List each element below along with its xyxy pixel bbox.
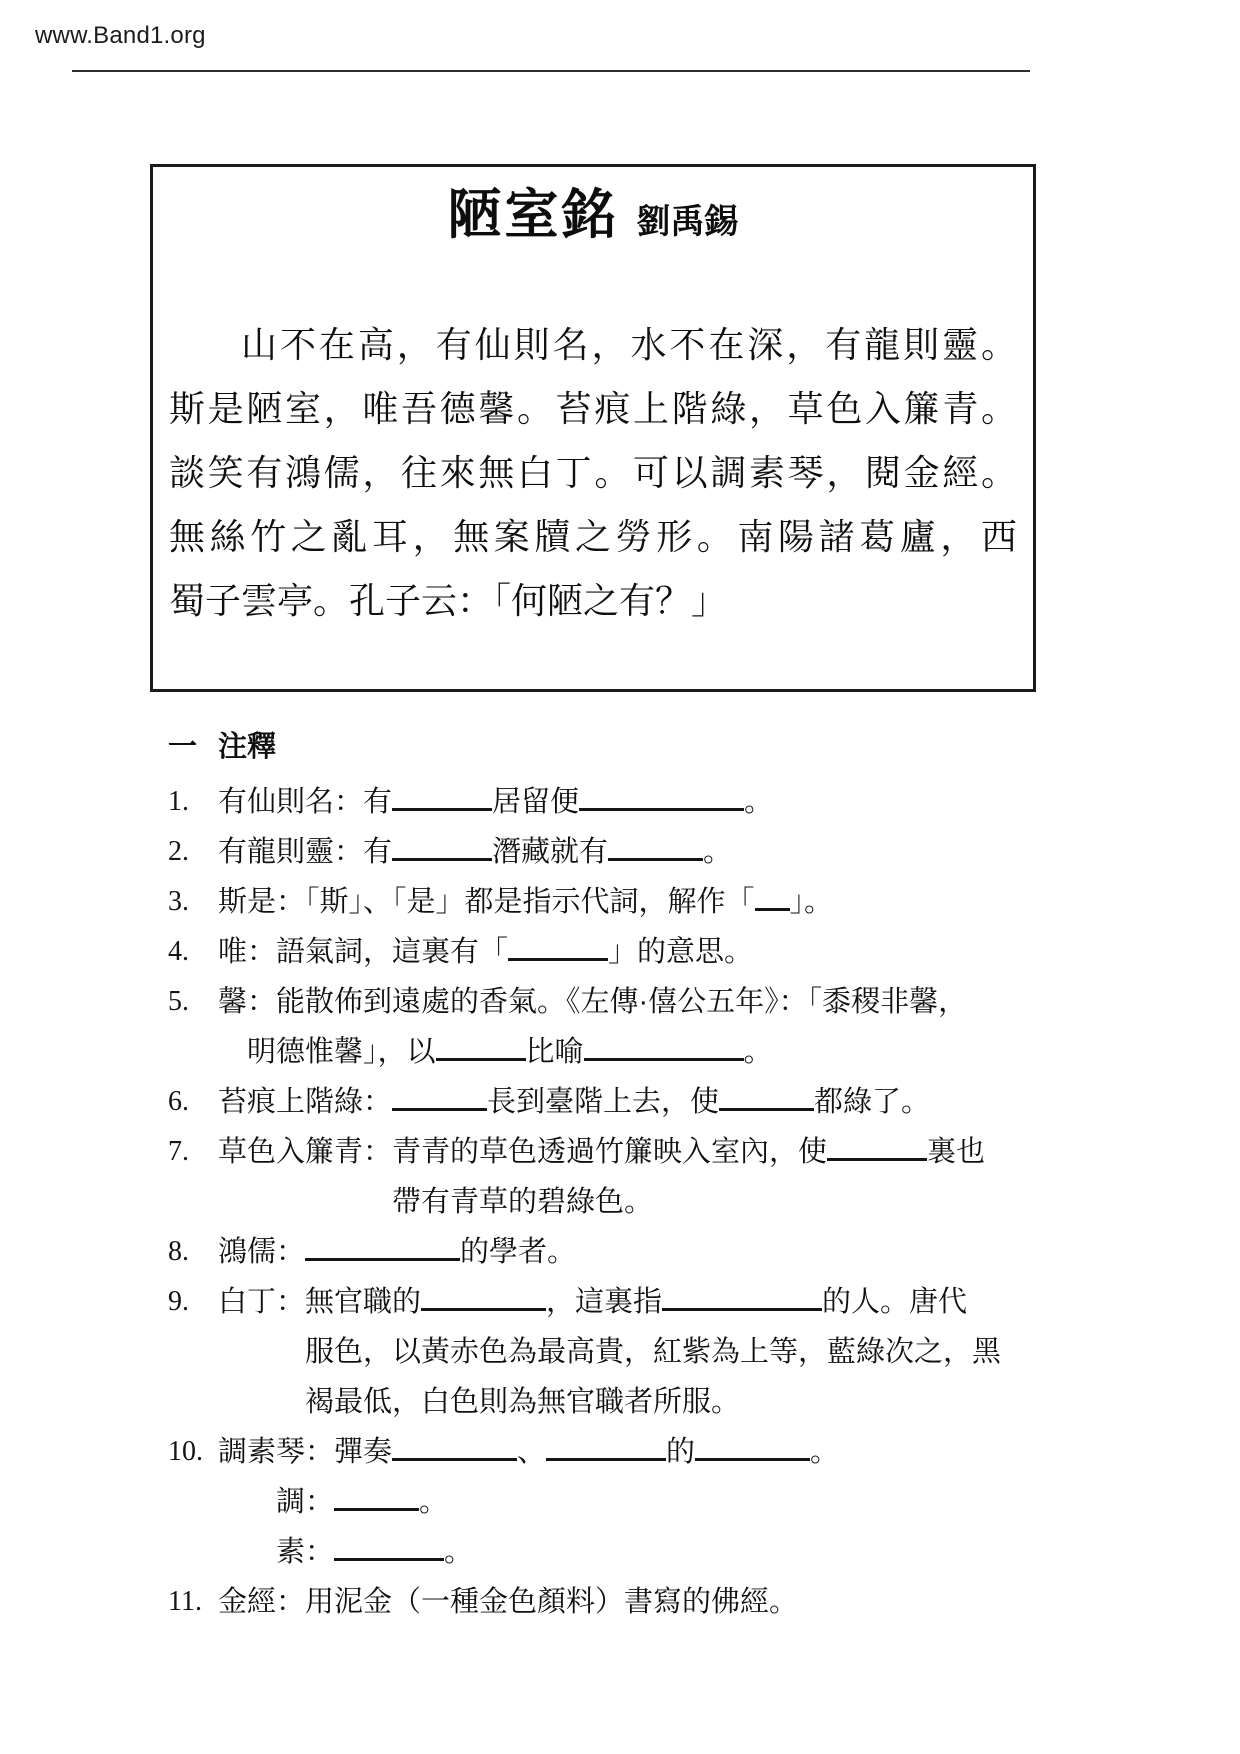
answer-blank: [436, 1035, 526, 1061]
site-url: www.Band1.org: [35, 22, 206, 49]
note-item: [168, 1427, 1088, 1577]
note-line: [218, 777, 1088, 827]
answer-blank: [827, 1135, 927, 1161]
note-text: 鴻儒：: [218, 1236, 306, 1268]
note-content: [218, 977, 1088, 1077]
note-item: [168, 877, 1088, 927]
answer-blank: [392, 785, 492, 811]
note-text: 。: [743, 1036, 773, 1068]
note-text: 長到臺階上去，使: [487, 1086, 720, 1118]
note-line: [218, 1227, 1088, 1277]
note-text: 的人。唐代: [822, 1286, 968, 1318]
note-number: 11.: [168, 1586, 202, 1617]
note-text: 都綠了。: [814, 1086, 931, 1118]
note-text: 裏也: [927, 1136, 986, 1168]
note-number: 1.: [168, 786, 189, 817]
answer-blank: [608, 835, 703, 861]
note-text: 草色入簾青：青青的草色透過竹簾映入室內，使: [218, 1136, 828, 1168]
poem-line: 談笑有鴻儒，往來無白丁。可以調素琴，閱金經。: [169, 452, 1017, 493]
answer-blank: [662, 1285, 822, 1311]
note-text: 。: [419, 1486, 449, 1518]
notes-heading: [168, 722, 1088, 772]
note-line: [218, 1127, 1088, 1177]
note-text: 。: [703, 836, 733, 868]
note-line: [218, 1577, 1088, 1627]
note-line: [218, 1527, 1088, 1577]
note-text: 調：: [276, 1486, 335, 1518]
answer-blank: [584, 1035, 744, 1061]
note-line: [218, 1327, 1088, 1377]
note-line: [218, 1077, 1088, 1127]
note-number: 10.: [168, 1436, 203, 1467]
note-item: [168, 1227, 1088, 1277]
note-content: [218, 1227, 1088, 1277]
note-number: 2.: [168, 836, 189, 867]
answer-blank: [392, 835, 492, 861]
note-line: [218, 877, 1088, 927]
answer-blank: [334, 1485, 419, 1511]
note-text: 褐最低，白色則為無官職者所服。: [305, 1386, 741, 1418]
note-line: [218, 1377, 1088, 1427]
note-text: 苔痕上階綠：: [218, 1086, 393, 1118]
note-item: [168, 1277, 1088, 1427]
notes-section-number: 一: [168, 731, 198, 763]
note-text: 。: [744, 786, 774, 818]
note-number: 7.: [168, 1136, 189, 1167]
note-text: 金經：用泥金（一種金色顏料）書寫的佛經。: [218, 1586, 799, 1618]
note-number: 4.: [168, 936, 189, 967]
poem-title-row: [169, 183, 1017, 261]
note-text: 帶有青草的碧綠色。: [392, 1186, 654, 1218]
note-item: [168, 827, 1088, 877]
note-text: 。: [444, 1536, 474, 1568]
note-line: [218, 1027, 1088, 1077]
note-text: 的學者。: [460, 1236, 577, 1268]
note-number: 6.: [168, 1086, 189, 1117]
note-text: 白丁：無官職的: [218, 1286, 422, 1318]
note-line: [218, 977, 1088, 1027]
note-line: [218, 927, 1088, 977]
note-content: [218, 1277, 1088, 1427]
note-content: [218, 1127, 1088, 1227]
note-line: [218, 1427, 1088, 1477]
note-text: 明德惟馨」，以: [247, 1036, 436, 1068]
note-text: 比喻: [525, 1036, 584, 1068]
answer-blank: [508, 935, 608, 961]
poem-line: 無絲竹之亂耳，無案牘之勞形。南陽諸葛廬，西: [169, 516, 1017, 557]
note-text: 調素琴：彈奏: [218, 1436, 393, 1468]
note-text: 有仙則名：有: [218, 786, 393, 818]
answer-blank: [755, 885, 790, 911]
note-text: 」。: [789, 886, 834, 918]
note-line: [218, 827, 1088, 877]
note-item: [168, 777, 1088, 827]
note-text: 」的意思。: [608, 936, 754, 968]
note-text: 唯：語氣詞，這裏有「: [218, 936, 509, 968]
answer-blank: [695, 1435, 810, 1461]
note-content: [218, 1577, 1088, 1627]
answer-blank: [392, 1435, 517, 1461]
answer-blank: [546, 1435, 666, 1461]
note-line: [218, 1477, 1088, 1527]
note-content: [218, 777, 1088, 827]
answer-blank: [392, 1085, 487, 1111]
note-number: 3.: [168, 886, 189, 917]
notes-section: [168, 722, 1088, 1627]
note-number: 8.: [168, 1236, 189, 1267]
note-content: [218, 1077, 1088, 1127]
note-text: 、: [517, 1436, 547, 1468]
note-item: [168, 1577, 1088, 1627]
note-text: 。: [810, 1436, 840, 1468]
note-text: 的: [666, 1436, 696, 1468]
poem-line: 斯是陋室，唯吾德馨。苔痕上階綠，草色入簾青。: [169, 388, 1017, 429]
note-text: 居留便: [492, 786, 580, 818]
note-item: [168, 1127, 1088, 1227]
poem-line: 蜀子雲亭。孔子云：「何陋之有？」: [169, 580, 728, 621]
poem-line: 山不在高，有仙則名，水不在深，有龍則靈。: [241, 324, 1017, 365]
notes-list: [168, 777, 1088, 1627]
poem-body: [169, 313, 1017, 633]
note-text: 馨：能散佈到遠處的香氣。《左傳·僖公五年》：「黍稷非馨，: [218, 986, 968, 1018]
note-text: 有龍則靈：有: [218, 836, 393, 868]
answer-blank: [719, 1085, 814, 1111]
note-line: [218, 1277, 1088, 1327]
poem-box: [150, 164, 1036, 692]
note-text: ，這裏指: [546, 1286, 663, 1318]
answer-blank: [421, 1285, 546, 1311]
note-text: 斯是：「斯」、「是」都是指示代詞，解作「: [218, 886, 755, 918]
note-text: 素：: [276, 1536, 335, 1568]
note-content: [218, 827, 1088, 877]
note-text: 潛藏就有: [492, 836, 609, 868]
note-item: [168, 977, 1088, 1077]
note-text: 服色，以黃赤色為最高貴，紅紫為上等，藍綠次之，黑: [305, 1336, 1002, 1368]
note-content: [218, 877, 1088, 927]
poem-author: 劉禹錫: [636, 203, 739, 241]
note-line: [218, 1177, 1088, 1227]
note-content: [218, 1427, 1088, 1577]
answer-blank: [579, 785, 744, 811]
poem-title: 陋室銘: [447, 185, 619, 245]
note-number: 9.: [168, 1286, 189, 1317]
answer-blank: [305, 1235, 460, 1261]
note-item: [168, 1077, 1088, 1127]
note-content: [218, 927, 1088, 977]
answer-blank: [334, 1535, 444, 1561]
header-divider: [72, 70, 1030, 72]
note-number: 5.: [168, 986, 189, 1017]
note-item: [168, 927, 1088, 977]
notes-section-title: 注釋: [218, 731, 277, 763]
